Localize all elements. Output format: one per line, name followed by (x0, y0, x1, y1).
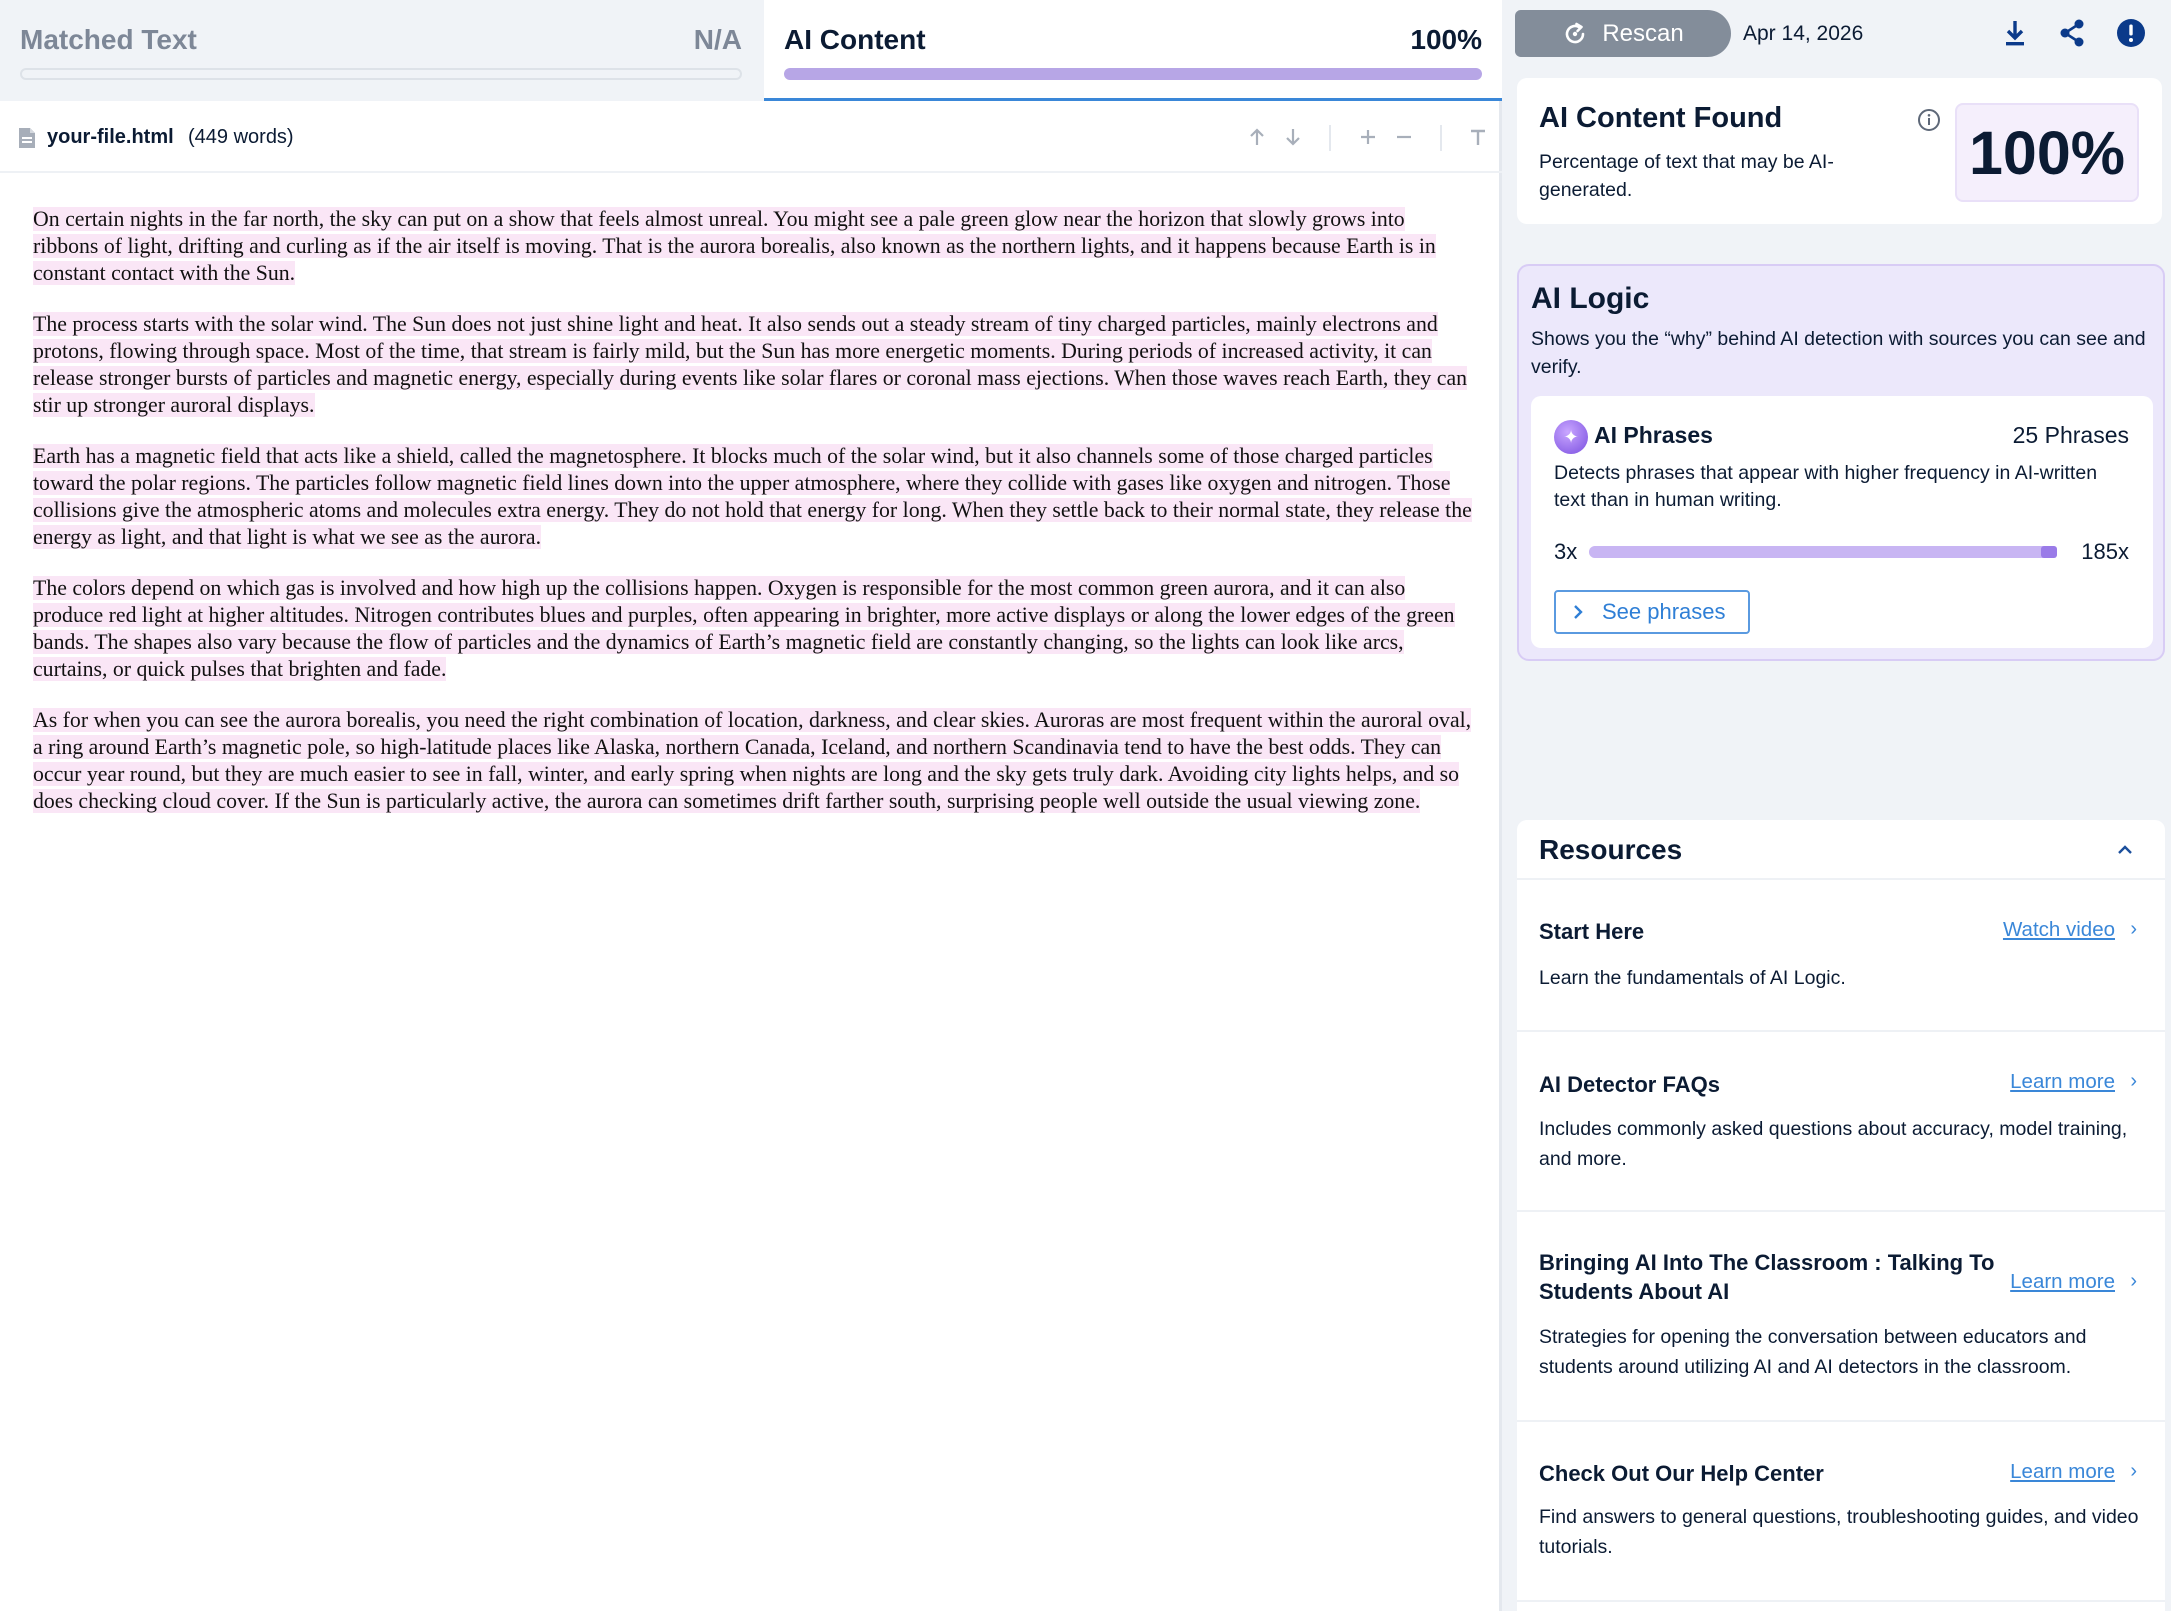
tab-ai-value: 100% (1410, 24, 1482, 55)
arrow-up-icon[interactable] (1243, 123, 1271, 151)
paragraph (33, 311, 1473, 419)
refresh-icon (1562, 21, 1588, 47)
minus-icon[interactable] (1390, 123, 1418, 151)
chevron-right-icon: › (2130, 1070, 2137, 1092)
resource-item (1517, 1032, 2165, 1212)
ai-content-found-card (1517, 78, 2162, 224)
tab-matched-bar (20, 68, 742, 80)
scan-date: Apr 14, 2026 (1743, 22, 1864, 45)
highlighted-text: As for when you can see the aurora borealis, you need the right combination of location, darkness, and clear skies. Auroras are most frequent within the auroral oval, a ring around Earth’s magnetic pole, so high-latitude places like Alaska, northern Canada, Iceland, and northern Scandinavia tend to have the best odds. They can occur year round, but they are much easier to see in fall, winter, and early spring when nights are long and the sky gets truly dark. Avoiding city lights helps, and so does checking cloud cover. If the Sun is particularly active, the aurora can sometimes drift farther south, surprising people well outside the usual viewing zone. (33, 708, 1472, 813)
file-word-count: (449 words) (188, 126, 294, 148)
alert-icon[interactable] (2115, 17, 2147, 49)
text-size-icon[interactable] (1464, 123, 1492, 151)
see-phrases-label: See phrases (1602, 599, 1726, 624)
plus-icon[interactable] (1354, 123, 1382, 151)
sparkle-icon: ✦ (1554, 420, 1588, 454)
resource-description: Strategies for opening the conversation between educators and students around utilizing AI and AI detectors in the classroom. (1539, 1326, 2087, 1378)
see-phrases-button[interactable] (1554, 590, 1750, 634)
chevron-right-icon (1572, 604, 1584, 620)
chevron-right-icon: › (2130, 1270, 2137, 1292)
tab-ai-content[interactable] (764, 0, 1502, 101)
share-icon[interactable] (2056, 17, 2088, 49)
rescan-button[interactable] (1515, 10, 1731, 57)
resources-header[interactable] (1517, 820, 2165, 880)
resource-item (1517, 1422, 2165, 1602)
paragraph (33, 575, 1473, 683)
download-icon[interactable] (1999, 17, 2031, 49)
document-text (33, 206, 1473, 839)
found-description: Percentage of text that may be AI-generated. (1539, 151, 1834, 201)
frequency-marker (2041, 546, 2057, 558)
highlighted-text: The process starts with the solar wind. The Sun does not just shine light and heat. It also sends out a steady stream of tiny charged particles, mainly electrons and protons, flowing through space. Most of the time, that stream is fairly mild, but the Sun has more energetic moments. During periods of increased activity, it can release stronger bursts of particles and magnetic energy, especially during events like solar flares or coronal mass ejections. When those waves reach Earth, they can stir up stronger auroral displays. (33, 312, 1468, 417)
logic-description: Shows you the “why” behind AI detection with sources you can see and verify. (1531, 328, 2146, 378)
chevron-right-icon: › (2130, 918, 2137, 940)
resource-description: Includes commonly asked questions about accuracy, model training, and more. (1539, 1118, 2128, 1170)
resource-name: Start Here (1539, 919, 1645, 944)
info-icon[interactable] (1917, 108, 1941, 132)
paragraph (33, 707, 1473, 815)
logic-title: AI Logic (1531, 282, 1650, 315)
chevron-up-icon[interactable] (2115, 840, 2135, 860)
phrases-count: 25 Phrases (2012, 422, 2129, 448)
highlighted-text: The colors depend on which gas is involved and how high up the collisions happen. Oxygen is responsible for the most common green aurora, and it can also produce red light at higher altitudes. Nitrogen contributes blues and purples, often appearing in brighter, more active displays or along the lower edges of the green bands. The shapes also vary because the flow of particles and the dynamics of Earth’s magnetic field are constantly changing, so the lights can look like arcs, curtains, or quick pulses that brighten and fade. (33, 576, 1455, 681)
learn-more-link[interactable]: Learn more (2010, 1460, 2115, 1483)
frequency-range-bar (1589, 546, 2057, 558)
highlighted-text: Earth has a magnetic field that acts like a shield, called the magnetosphere. It blocks much of the solar wind, but it also channels some of those charged particles toward the polar regions. The particles follow magnetic field lines down into the upper atmosphere, where they collide with gases like oxygen and nitrogen. Those collisions give the atmospheric atoms and molecules extra energy. They do not hold that energy for long. When they settle back to their normal state, they release the energy as light, and that light is what we see as the aurora. (33, 444, 1472, 549)
paragraph (33, 206, 1473, 287)
tab-matched-title: Matched Text (20, 24, 197, 55)
resources-title: Resources (1539, 834, 1683, 865)
tab-ai-bar (784, 68, 1482, 80)
resource-description: Learn the fundamentals of AI Logic. (1539, 967, 1846, 989)
ai-percentage: 100% (1955, 103, 2139, 202)
phrases-description: Detects phrases that appear with higher frequency in AI-written text than in human writing. (1554, 462, 2098, 511)
tab-ai-title: AI Content (784, 24, 926, 55)
resource-name: Bringing AI Into The Classroom : Talking To Students About AI (1539, 1250, 1995, 1304)
watch-video-link[interactable]: Watch video (2002, 918, 2115, 941)
phrases-title: AI Phrases (1594, 422, 1713, 448)
resource-description: Find answers to general questions, troubleshooting guides, and video tutorials. (1539, 1506, 2139, 1558)
resources-panel (1517, 820, 2165, 1611)
tab-matched-text[interactable] (0, 0, 762, 101)
resource-name: AI Detector FAQs (1539, 1072, 1720, 1097)
toolbar-divider (1440, 125, 1442, 151)
found-title: AI Content Found (1539, 102, 1783, 134)
ai-logic-card (1517, 264, 2165, 661)
file-icon (18, 127, 36, 149)
resource-item (1517, 1212, 2165, 1422)
result-tabs (0, 0, 1502, 101)
tab-matched-value: N/A (693, 24, 742, 55)
learn-more-link[interactable]: Learn more (2010, 1270, 2115, 1293)
resource-name: Check Out Our Help Center (1539, 1461, 1824, 1486)
highlighted-text: On certain nights in the far north, the sky can put on a show that feels almost unreal. You might see a pale green glow near the horizon that slowly grows into ribbons of light, drifting and curling as if the air itself is moving. That is the aurora borealis, also known as the northern lights, and it happens because Earth is in constant contact with the Sun. (33, 207, 1436, 285)
frequency-range-fill (1589, 546, 2057, 558)
file-name: your-file.html (47, 126, 174, 148)
resource-item (1517, 880, 2165, 1032)
paragraph (33, 443, 1473, 551)
arrow-down-icon[interactable] (1279, 123, 1307, 151)
rescan-label: Rescan (1602, 19, 1684, 47)
ai-phrases-card (1531, 396, 2153, 648)
results-sidebar (1505, 0, 2171, 1611)
toolbar-divider (1329, 125, 1331, 151)
frequency-min-label: 3x (1554, 539, 1578, 564)
frequency-max-label: 185x (2081, 539, 2129, 564)
chevron-right-icon: › (2130, 1460, 2137, 1482)
file-toolbar (0, 101, 1502, 173)
learn-more-link[interactable]: Learn more (2010, 1070, 2115, 1093)
